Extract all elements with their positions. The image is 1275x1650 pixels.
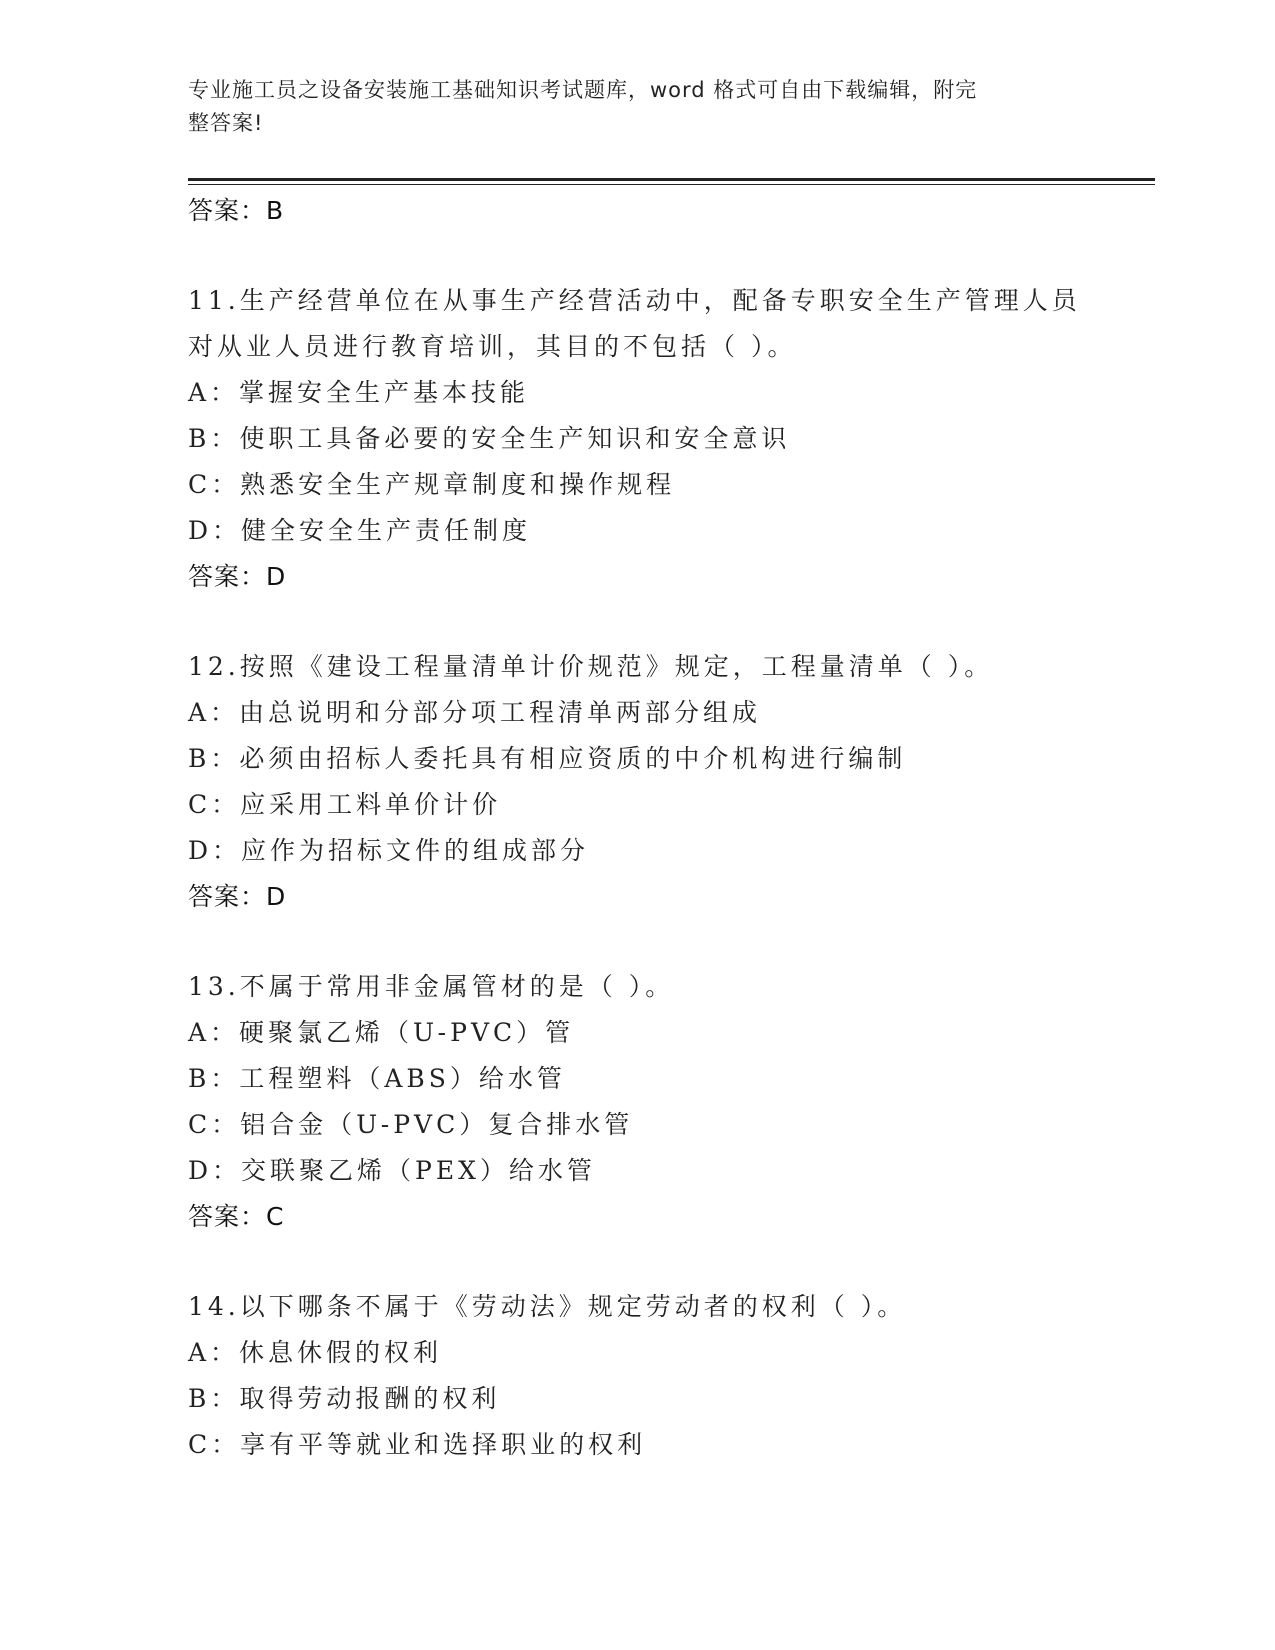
question-stem: 13.不属于常用非金属管材的是（ ）。 <box>188 972 675 1001</box>
question-stem-continued: 对从业人员进行教育培训，其目的不包括（ ）。 <box>188 332 797 361</box>
header-line-2: 整答案! <box>188 111 264 135</box>
question-stem: 11.生产经营单位在从事生产经营活动中，配备专职安全生产管理人员 <box>188 286 1081 315</box>
option-d: D：健全安全生产责任制度 <box>188 516 532 545</box>
answer: 答案：C <box>188 1202 285 1231</box>
option-a: A：由总说明和分部分项工程清单两部分组成 <box>188 698 762 727</box>
option-c: C：享有平等就业和选择职业的权利 <box>188 1430 647 1459</box>
question-stem: 12.按照《建设工程量清单计价规范》规定，工程量清单（ ）。 <box>188 652 994 681</box>
header-divider-thick <box>188 178 1155 181</box>
spacer <box>188 234 1148 278</box>
option-c: C：熟悉安全生产规章制度和操作规程 <box>188 470 676 499</box>
option-b: B：必须由招标人委托具有相应资质的中介机构进行编制 <box>188 744 907 773</box>
option-b: B：取得劳动报酬的权利 <box>188 1384 501 1413</box>
option-a: A：掌握安全生产基本技能 <box>188 378 530 407</box>
option-a: A：硬聚氯乙烯（U-PVC）管 <box>188 1018 575 1047</box>
option-c: C：铝合金（U-PVC）复合排水管 <box>188 1110 634 1139</box>
option-b: B：工程塑料（ABS）给水管 <box>188 1064 566 1093</box>
answer: 答案：D <box>188 882 287 911</box>
option-d: D：应作为招标文件的组成部分 <box>188 836 590 865</box>
document-header <box>188 74 1068 140</box>
option-c: C：应采用工料单价计价 <box>188 790 502 819</box>
option-d: D：交联聚乙烯（PEX）给水管 <box>188 1156 596 1185</box>
question-12 <box>188 644 1148 920</box>
header-divider-thin <box>188 184 1155 185</box>
option-a: A：休息休假的权利 <box>188 1338 443 1367</box>
previous-answer: 答案：B <box>188 196 285 225</box>
spacer <box>188 600 1148 644</box>
answer: 答案：D <box>188 562 287 591</box>
question-14 <box>188 1284 1148 1468</box>
document-body <box>188 188 1148 1468</box>
question-11 <box>188 278 1148 600</box>
header-line-1: 专业施工员之设备安装施工基础知识考试题库，word 格式可自由下载编辑，附完 <box>188 78 978 102</box>
question-stem: 14.以下哪条不属于《劳动法》规定劳动者的权利（ ）。 <box>188 1292 907 1321</box>
spacer <box>188 920 1148 964</box>
question-13 <box>188 964 1148 1240</box>
spacer <box>188 1240 1148 1284</box>
option-b: B：使职工具备必要的安全生产知识和安全意识 <box>188 424 791 453</box>
